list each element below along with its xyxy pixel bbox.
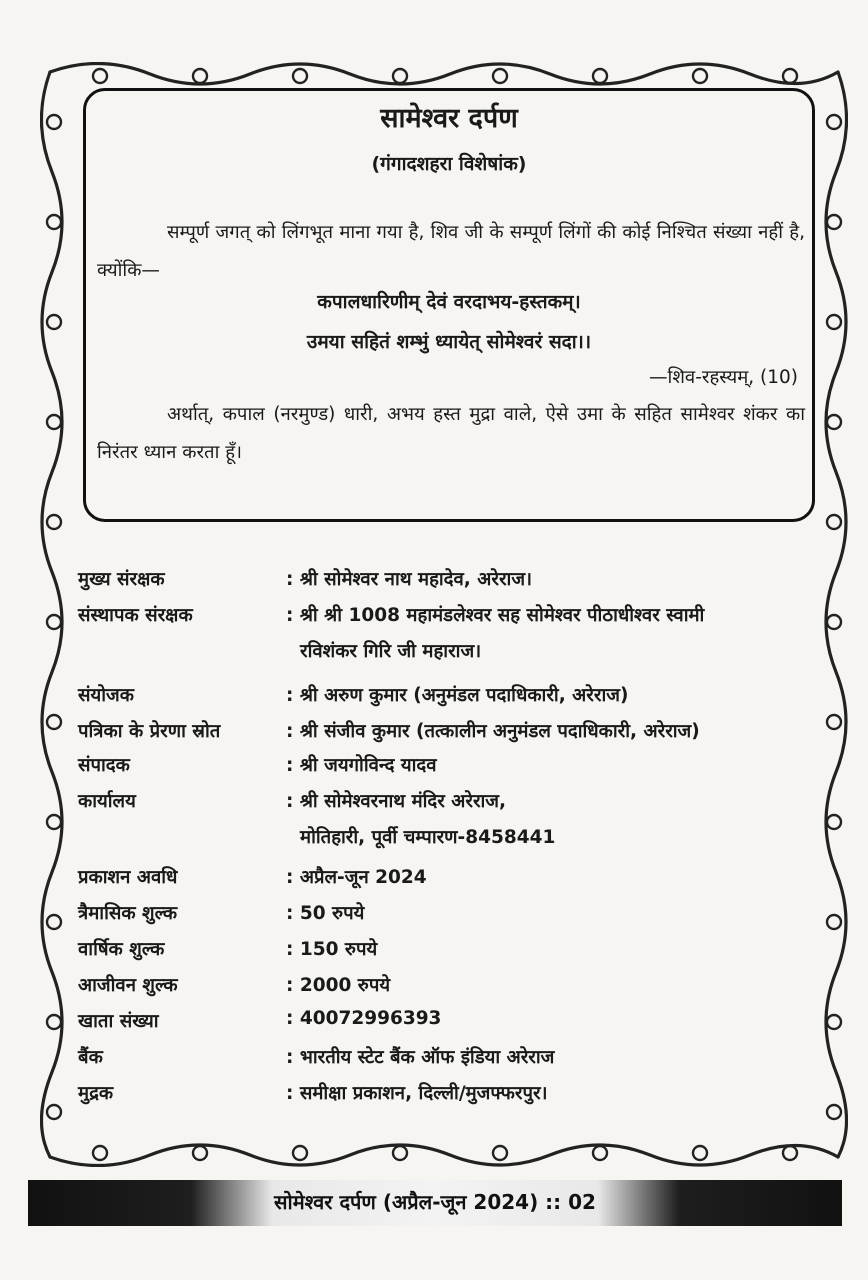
detail-row — [78, 900, 818, 936]
detail-value: : श्री अरुण कुमार (अनुमंडल पदाधिकारी, अरेराज) — [286, 685, 629, 706]
detail-row — [78, 1044, 818, 1080]
detail-label: आजीवन शुल्क — [78, 975, 178, 996]
detail-row — [78, 824, 818, 864]
intro-paragraph: सम्पूर्ण जगत् को लिंगभूत माना गया है, शिव जी के सम्पूर्ण लिंगों की कोई निश्चित संख्या नहीं है, क्योंकि— — [97, 222, 805, 281]
detail-label: खाता संख्या — [78, 1011, 159, 1032]
detail-label: पत्रिका के प्रेरणा स्रोत — [78, 721, 221, 742]
detail-value-continued: मोतिहारी, पूर्वी चम्पारण-8458441 — [300, 827, 556, 848]
detail-value: : श्री श्री 1008 महामंडलेश्वर सह सोमेश्वर पीठाधीश्वर स्वामी — [286, 605, 705, 626]
detail-value: : 150 रुपये — [286, 939, 378, 960]
detail-value: : भारतीय स्टेट बैंक ऑफ इंडिया अरेराज — [286, 1047, 555, 1068]
verse-line-2: उमया सहितं शम्भुं ध्यायेत् सोमेश्वरं सदा।। — [306, 331, 592, 353]
page-title: सामेश्वर दर्पण — [380, 103, 518, 134]
detail-value: : 40072996393 — [286, 1008, 442, 1029]
detail-row — [78, 638, 818, 682]
footer-text: सोमेश्वर दर्पण (अप्रैल-जून 2024) :: 02 — [274, 1190, 596, 1214]
detail-value-continued: रविशंकर गिरि जी महाराज। — [300, 641, 482, 662]
verse-source: —शिव-रहस्यम्, (10) — [649, 367, 798, 388]
detail-row — [78, 718, 818, 752]
detail-label: प्रकाशन अवधि — [78, 867, 178, 888]
detail-label: वार्षिक शुल्क — [78, 939, 165, 960]
verse-line-1: कपालधारिणीम् देवं वरदाभय-हस्तकम्। — [317, 291, 581, 313]
detail-value: : 50 रुपये — [286, 903, 365, 924]
detail-row — [78, 682, 818, 718]
detail-row — [78, 566, 818, 602]
detail-label: त्रैमासिक शुल्क — [78, 903, 178, 924]
detail-row — [78, 936, 818, 972]
detail-value: : श्री सोमेश्वरनाथ मंदिर अरेराज, — [286, 791, 507, 812]
publication-details — [78, 566, 818, 1116]
detail-row — [78, 1080, 818, 1116]
meaning-paragraph: अर्थात्, कपाल (नरमुण्ड) धारी, अभय हस्त मुद्रा वाले, ऐसे उमा के सहित सामेश्वर शंकर का निरंतर ध्यान करता हूँ। — [97, 404, 805, 463]
detail-value: : 2000 रुपये — [286, 975, 391, 996]
detail-row — [78, 752, 818, 788]
detail-row — [78, 602, 818, 638]
detail-label: संयोजक — [78, 685, 134, 706]
detail-value: : श्री जयगोविन्द यादव — [286, 755, 437, 776]
detail-label: मुख्य संरक्षक — [78, 569, 165, 590]
detail-value: : समीक्षा प्रकाशन, दिल्ली/मुजफ्फरपुर। — [286, 1083, 548, 1104]
detail-row — [78, 1008, 818, 1044]
detail-row — [78, 972, 818, 1008]
detail-label: कार्यालय — [78, 791, 136, 812]
page-subtitle: (गंगादशहरा विशेषांक) — [371, 153, 527, 175]
detail-value: : श्री संजीव कुमार (तत्कालीन अनुमंडल पदाधिकारी, अरेराज) — [286, 721, 700, 742]
detail-label: संस्थापक संरक्षक — [78, 605, 193, 626]
detail-value: : अप्रैल-जून 2024 — [286, 867, 427, 888]
detail-label: बैंक — [78, 1047, 103, 1068]
detail-row — [78, 864, 818, 900]
detail-label: संपादक — [78, 755, 130, 776]
detail-row — [78, 788, 818, 824]
detail-label: मुद्रक — [78, 1083, 114, 1104]
detail-value: : श्री सोमेश्वर नाथ महादेव, अरेराज। — [286, 569, 533, 590]
